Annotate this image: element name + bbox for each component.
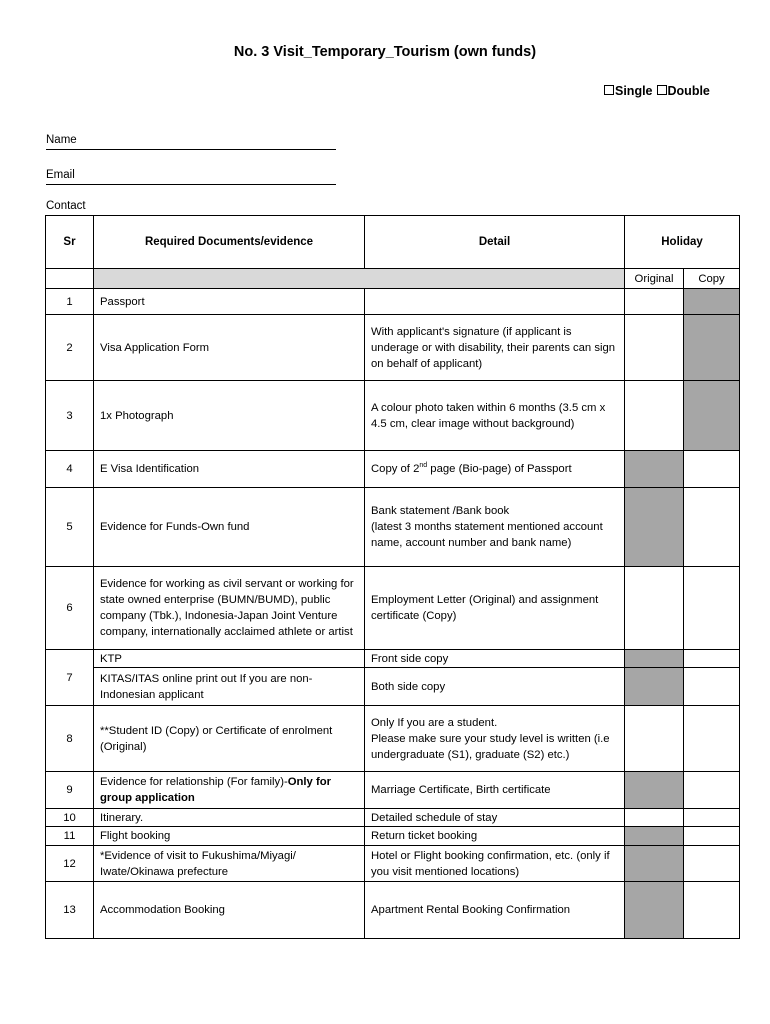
copy-check-cell[interactable] [684,488,740,567]
table-row: 11 Flight booking Return ticket booking [46,827,740,846]
single-option[interactable] [604,84,653,98]
original-check-cell[interactable] [625,289,684,315]
name-field[interactable] [46,134,77,146]
original-check-cell [625,488,684,567]
detail-cell: With applicant's signature (if applicant is underage or with disability, their parents can sign on behalf of applicant) [365,315,625,381]
copy-check-cell[interactable] [684,846,740,882]
original-check-cell[interactable] [625,567,684,650]
header-copy: Copy [684,269,740,289]
original-check-cell [625,668,684,706]
table-row: 7 KTP Front side copy [46,650,740,668]
document-cell: Passport [94,289,365,315]
copy-check-cell [684,315,740,381]
table-row: 5 Evidence for Funds-Own fund Bank statement /Bank book (latest 3 months statement mentioned account name, account number and bank name) [46,488,740,567]
table-row: 13 Accommodation Booking Apartment Rental Booking Confirmation [46,882,740,939]
document-cell: E Visa Identification [94,451,365,488]
detail-cell: Employment Letter (Original) and assignment certificate (Copy) [365,567,625,650]
trip-type-options [604,84,712,98]
original-check-cell[interactable] [625,809,684,827]
header-sr: Sr [46,216,94,269]
table-row: 4 E Visa Identification Copy of 2nd page (Bio-page) of Passport [46,451,740,488]
copy-check-cell[interactable] [684,809,740,827]
detail-cell: Front side copy [365,650,625,668]
original-check-cell [625,827,684,846]
original-check-cell[interactable] [625,315,684,381]
double-option[interactable] [657,84,710,98]
contact-label: Contact [46,200,86,212]
original-check-cell [625,451,684,488]
table-row: 6 Evidence for working as civil servant or working for state owned enterprise (BUMN/BUMD), public company (Tbk.), Indonesia-Japan Joint Venture company, internationally acclaimed athlete or artist Employment Letter (Original) and assignment certificate (Copy) [46,567,740,650]
document-cell: **Student ID (Copy) or Certificate of enrolment (Original) [94,706,365,772]
single-label: Single [615,84,653,98]
requirements-table [45,215,740,939]
original-check-cell [625,772,684,809]
document-cell: KTP [94,650,365,668]
original-check-cell [625,650,684,668]
email-label: Email [46,169,75,181]
copy-check-cell[interactable] [684,567,740,650]
subheader-band [94,269,625,289]
copy-check-cell [684,289,740,315]
document-cell: Flight booking [94,827,365,846]
document-cell: Evidence for working as civil servant or working for state owned enterprise (BUMN/BUMD), public company (Tbk.), Indonesia-Japan Joint Venture company, internationally acclaimed athlete or artist [94,567,365,650]
header-documents: Required Documents/evidence [94,216,365,269]
document-cell: Accommodation Booking [94,882,365,939]
double-label: Double [667,84,710,98]
name-label: Name [46,134,77,146]
header-holiday: Holiday [625,216,740,269]
detail-cell: Apartment Rental Booking Confirmation [365,882,625,939]
copy-check-cell[interactable] [684,650,740,668]
copy-check-cell [684,381,740,451]
detail-cell: A colour photo taken within 6 months (3.5 cm x 4.5 cm, clear image without background) [365,381,625,451]
document-cell: KITAS/ITAS online print out If you are non-Indonesian applicant [94,668,365,706]
detail-cell: Marriage Certificate, Birth certificate [365,772,625,809]
header-detail: Detail [365,216,625,269]
original-check-cell [625,882,684,939]
double-checkbox[interactable] [657,85,667,95]
copy-check-cell[interactable] [684,706,740,772]
detail-cell: Both side copy [365,668,625,706]
detail-cell: Bank statement /Bank book (latest 3 months statement mentioned account name, account number and bank name) [365,488,625,567]
table-row [46,668,740,706]
table-subheader-row [46,269,740,289]
table-row: 1 Passport [46,289,740,315]
document-cell: Itinerary. [94,809,365,827]
table-row: 12 *Evidence of visit to Fukushima/Miyagi/ Iwate/Okinawa prefecture Hotel or Flight booking confirmation, etc. (only if you visit mentioned locations) [46,846,740,882]
detail-cell [365,289,625,315]
detail-cell: Copy of 2nd page (Bio-page) of Passport [365,451,625,488]
copy-check-cell[interactable] [684,668,740,706]
table-row: 10 Itinerary. Detailed schedule of stay [46,809,740,827]
detail-cell: Only If you are a student. Please make sure your study level is written (i.e undergraduate (S1), graduate (S2) etc.) [365,706,625,772]
table-row: 8 **Student ID (Copy) or Certificate of enrolment (Original) Only If you are a student. Please make sure your study level is written (i.e undergraduate (S1), graduate (S2) etc.) [46,706,740,772]
detail-cell: Hotel or Flight booking confirmation, etc. (only if you visit mentioned locations) [365,846,625,882]
table-header-row [46,216,740,269]
email-field[interactable] [46,169,75,181]
copy-check-cell[interactable] [684,451,740,488]
copy-check-cell[interactable] [684,827,740,846]
table-row: 2 Visa Application Form With applicant's signature (if applicant is underage or with disability, their parents can sign on behalf of applicant) [46,315,740,381]
document-cell: Visa Application Form [94,315,365,381]
table-row: 9 Evidence for relationship (For family)-Only for group application Marriage Certificate, Birth certificate [46,772,740,809]
page-title: No. 3 Visit_Temporary_Tourism (own funds) [233,44,537,60]
table-row: 3 1x Photograph A colour photo taken within 6 months (3.5 cm x 4.5 cm, clear image without background) [46,381,740,451]
original-check-cell[interactable] [625,381,684,451]
document-cell: *Evidence of visit to Fukushima/Miyagi/ Iwate/Okinawa prefecture [94,846,365,882]
detail-cell: Detailed schedule of stay [365,809,625,827]
document-cell: 1x Photograph [94,381,365,451]
contact-field [46,200,86,212]
document-cell: Evidence for Funds-Own fund [94,488,365,567]
document-cell: Evidence for relationship (For family)-Only for group application [94,772,365,809]
detail-cell: Return ticket booking [365,827,625,846]
original-check-cell[interactable] [625,706,684,772]
name-underline[interactable] [46,149,336,150]
single-checkbox[interactable] [604,85,614,95]
copy-check-cell[interactable] [684,772,740,809]
original-check-cell [625,846,684,882]
copy-check-cell[interactable] [684,882,740,939]
email-underline[interactable] [46,184,336,185]
header-original: Original [625,269,684,289]
